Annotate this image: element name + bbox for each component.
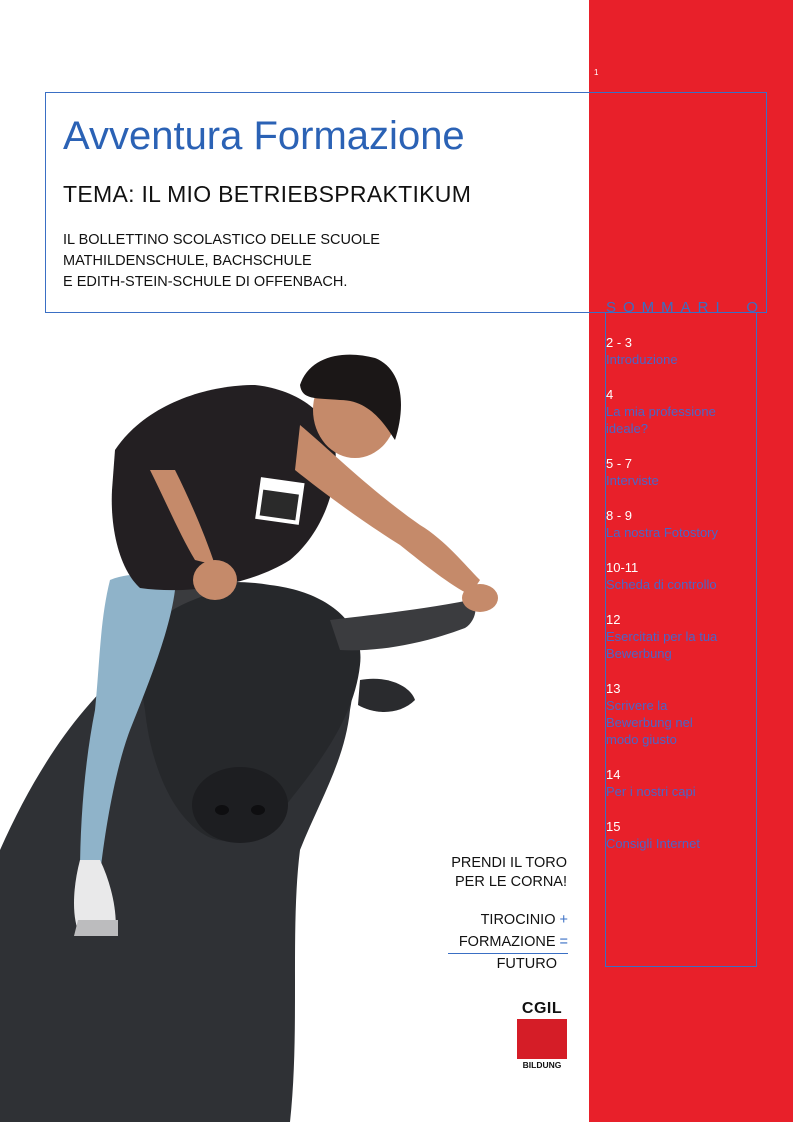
toc-pages: 12 xyxy=(606,612,621,627)
toc-item[interactable] xyxy=(606,559,756,593)
toc-label: Per i nostri capi xyxy=(606,784,696,799)
equals-sign: = xyxy=(559,933,568,950)
logo-bottom-text: BILDUNG xyxy=(522,1060,562,1070)
toc-label: Scrivere la Bewerbung nel modo giusto xyxy=(606,698,693,747)
toc-pages: 15 xyxy=(606,819,621,834)
formula-term: FORMAZIONE xyxy=(458,933,556,950)
toc-label: Interviste xyxy=(606,473,659,488)
page-number: 1 xyxy=(594,68,599,77)
toc-pages: 5 - 7 xyxy=(606,456,633,471)
toc-label: La mia professione ideale? xyxy=(606,404,716,436)
toc-heading-main: SOMMARI xyxy=(606,299,727,316)
formula xyxy=(440,910,568,976)
toc-label: Consigli Internet xyxy=(606,836,700,851)
formula-term: TIROCINIO xyxy=(480,912,556,928)
toc-label: Introduzione xyxy=(606,352,678,367)
cgil-bildung-logo xyxy=(517,1000,567,1074)
plus-sign: + xyxy=(559,912,568,928)
toc-item[interactable] xyxy=(606,818,756,852)
table-of-contents xyxy=(606,334,756,852)
toc-pages: 4 xyxy=(606,387,614,402)
toc-heading-end: O xyxy=(746,299,758,316)
toc-label: Scheda di controllo xyxy=(606,577,717,592)
newsletter-description xyxy=(63,230,380,293)
toc-item[interactable] xyxy=(606,507,756,541)
toc-pages: 13 xyxy=(606,681,621,696)
toc-pages: 10-11 xyxy=(606,560,639,575)
logo-red-square xyxy=(517,1019,567,1059)
formula-line-1 xyxy=(440,910,568,932)
formula-line-2 xyxy=(448,932,568,955)
toc-item[interactable] xyxy=(606,455,756,489)
toc-pages: 8 - 9 xyxy=(606,508,633,523)
page-subtitle: TEMA: IL MIO BETRIEBSPRAKTIKUM xyxy=(63,181,472,207)
toc-item[interactable] xyxy=(606,680,718,748)
slogan-line: PER LE CORNA! xyxy=(455,874,567,890)
toc-item[interactable] xyxy=(606,334,756,368)
toc-item[interactable] xyxy=(606,611,718,662)
description-line: MATHILDENSCHULE, BACHSCHULE xyxy=(63,253,312,269)
description-line: E EDITH-STEIN-SCHULE DI OFFENBACH. xyxy=(63,274,348,290)
toc-pages: 14 xyxy=(606,767,621,782)
slogan xyxy=(400,854,567,892)
formula-result: FUTURO xyxy=(496,956,557,972)
toc-item[interactable] xyxy=(606,766,756,800)
toc-item[interactable] xyxy=(606,386,736,437)
description-line: IL BOLLETTINO SCOLASTICO DELLE SCUOLE xyxy=(63,232,380,248)
toc-label: La nostra Fotostory xyxy=(606,525,718,540)
logo-top-text: CGIL xyxy=(521,1000,563,1017)
bull-rider-photo xyxy=(0,330,590,1122)
toc-pages: 2 - 3 xyxy=(606,335,633,350)
slogan-line: PRENDI IL TORO xyxy=(451,855,567,871)
toc-label: Esercitati per la tua Bewerbung xyxy=(606,629,718,661)
page-title: Avventura Formazione xyxy=(63,114,465,158)
toc-heading xyxy=(606,299,758,316)
